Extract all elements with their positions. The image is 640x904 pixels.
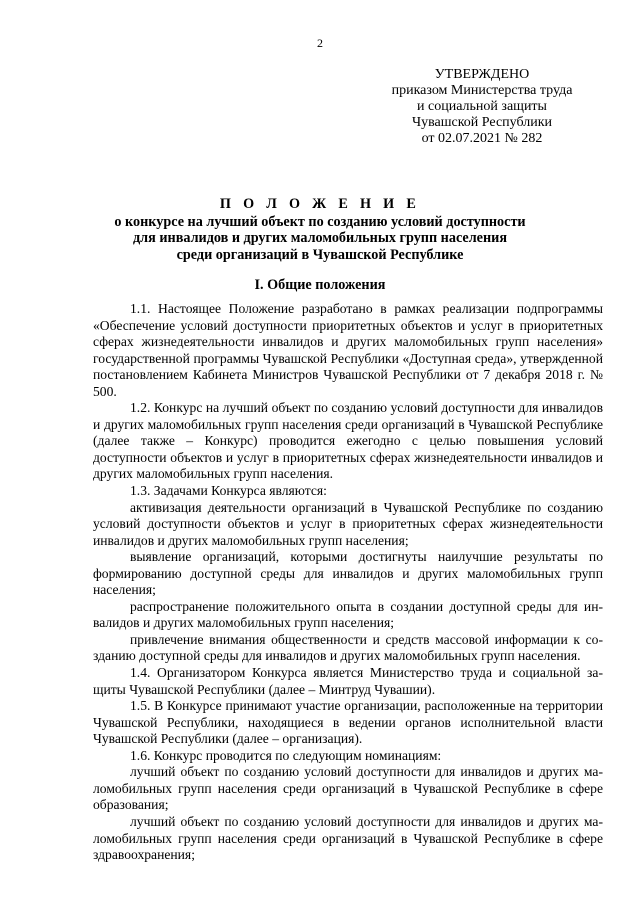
title-line-1: о конкурсе на лучший объект по созданию условий доступности <box>114 213 526 230</box>
document-body <box>93 301 603 864</box>
task-item-2: выявление организаций, которыми достигнуты наилучшие результаты по формированию доступной среды для инвалидов и других маломобильных групп населения; <box>93 549 603 598</box>
title-main: П О Л О Ж Е Н И Е <box>219 196 421 212</box>
approval-heading: УТВЕРЖДЕНО <box>434 67 530 82</box>
nomination-healthcare: лучший объект по созданию условий доступности для инвалидов и других маломобильных групп населения среди организаций в Чувашской Республике в сфере здравоохранения; <box>93 813 603 863</box>
paragraph-1-1: 1.1. Настоящее Положение разработано в рамках реализации подпрограммы «Обеспечение условий доступности приоритетных объектов и услуг в приоритетных сферах жизнедеятельности инвалидов и других маломобильных групп населения» государственной программы Чувашской Республики «Доступная среда», утвержденной постановлением Кабинета Министров Чувашской Республики от 7 декабря 2018 г. № 500. <box>93 301 603 399</box>
paragraph-1-4: 1.4. Организатором Конкурса является Министерство труда и социальной защиты Чувашской Республики (далее – Минтруд Чувашии). <box>93 665 603 697</box>
approval-republic-line: Чувашской Республики <box>411 115 553 130</box>
approval-date-number: от 02.07.2021 № 282 <box>421 131 543 146</box>
paragraph-1-2: 1.2. Конкурс на лучший объект по созданию условий доступности для инвалидов и других маломобильных групп населения среди организаций в Чувашской Республике (далее также – Конкурс) проводится ежегодно с целью повышения условий доступности объектов и услуг в приоритетных сферах жизнедеятельности инвалидов и других маломобильных групп населения. <box>93 400 603 482</box>
approval-stamp <box>382 67 582 147</box>
paragraph-1-5: 1.5. В Конкурсе принимают участие организации, расположенные на территории Чувашской Республики, находящиеся в ведении органов исполнительной власти Чувашской Республики (далее – организация). <box>93 698 603 747</box>
title-line-3: среди организаций в Чувашской Республике <box>176 246 464 263</box>
task-item-1: активизация деятельности организаций в Чувашской Республике по созданию условий доступности объектов и услуг в приоритетных сферах жизнедеятельности инвалидов и других маломобильных групп населения; <box>93 499 603 548</box>
paragraph-1-6: 1.6. Конкурс проводится по следующим номинациям: <box>130 747 442 763</box>
page-number: 2 <box>317 36 323 50</box>
approval-order-line: приказом Министерства труда <box>391 83 573 98</box>
paragraph-1-3: 1.3. Задачами Конкурса являются: <box>130 483 327 499</box>
section-heading: I. Общие положения <box>254 277 386 293</box>
task-item-3: распространение положительного опыта в создании доступной среды для инвалидов и других маломобильных групп населения; <box>93 598 603 631</box>
title-line-2: для инвалидов и других маломобильных групп населения <box>132 230 507 246</box>
approval-ministry-line: и социальной защиты <box>417 99 547 114</box>
document-title <box>60 196 580 263</box>
nomination-education: лучший объект по созданию условий доступности для инвалидов и других маломобильных групп населения среди организаций в Чувашской Республике в сфере образования; <box>93 764 603 813</box>
task-item-4: привлечение внимания общественности и средств массовой информации к созданию доступной среды для инвалидов и других маломобильных групп населения. <box>93 631 603 664</box>
